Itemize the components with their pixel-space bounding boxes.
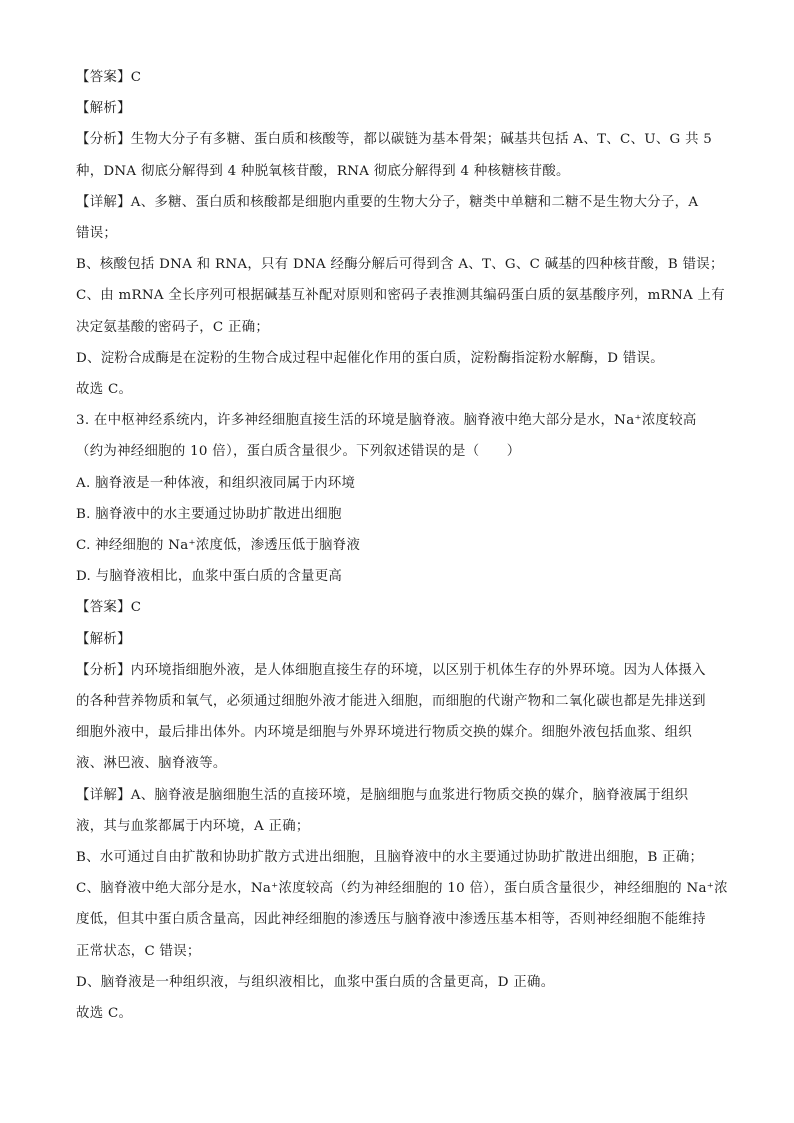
analysis-text: 液、淋巴液、脑脊液等。 — [76, 756, 227, 772]
detail-text: B、水可通过自由扩散和协助扩散方式进出细胞，且脑脊液中的水主要通过协助扩散进出细胞，B 正确； — [76, 850, 704, 866]
analysis-text: 【分析】生物大分子有多糖、蛋白质和核酸等，都以碳链为基本骨架；碱基共包括 A、T、C、U、G 共 5 — [76, 132, 713, 148]
detail-text: 【详解】A、多糖、蛋白质和核酸都是细胞内重要的生物大分子，糖类中单糖和二糖不是生物大分子，A — [76, 194, 699, 210]
detail-text: 度低，但其中蛋白质含量高，因此神经细胞的渗透压与脑脊液中渗透压基本相等，否则神经细胞不能维持 — [76, 912, 706, 928]
option-b: B. 脑脊液中的水主要通过协助扩散进出细胞 — [76, 506, 342, 522]
detail-text: C、脑脊液中绝大部分是水，Na⁺浓度较高（约为神经细胞的 10 倍），蛋白质含量很少，神经细胞的 Na⁺浓 — [76, 881, 728, 897]
analysis-text: 细胞外液中，最后排出体外。内环境是细胞与外界环境进行物质交换的媒介。细胞外液包括血浆、组织 — [76, 725, 693, 741]
question-stem: （约为神经细胞的 10 倍），蛋白质含量很少。下列叙述错误的是（ ） — [76, 444, 521, 460]
option-d: D. 与脑脊液相比，血浆中蛋白质的含量更高 — [76, 569, 343, 585]
detail-text: 【详解】A、脑脊液是脑细胞生活的直接环境，是脑细胞与血浆进行物质交换的媒介，脑脊液属于组织 — [76, 787, 689, 803]
detail-text: 液，其与血浆都属于内环境，A 正确； — [76, 818, 310, 834]
detail-text: D、淀粉合成酶是在淀粉的生物合成过程中起催化作用的蛋白质，淀粉酶指淀粉水解酶，D 错误。 — [76, 350, 664, 366]
option-a: A. 脑脊液是一种体液，和组织液同属于内环境 — [76, 475, 356, 491]
detail-text: D、脑脊液是一种组织液，与组织液相比，血浆中蛋白质的含量更高，D 正确。 — [76, 974, 555, 990]
detail-text: 决定氨基酸的密码子，C 正确； — [76, 319, 270, 335]
analysis-heading: 【解析】 — [76, 631, 131, 647]
conclusion-text: 故选 C。 — [76, 1006, 133, 1022]
detail-text: C、由 mRNA 全长序列可根据碱基互补配对原则和密码子表推测其编码蛋白质的氨基酸序列，mRNA 上有 — [76, 288, 725, 304]
detail-text: 正常状态，C 错误； — [76, 943, 201, 959]
analysis-text: 的各种营养物质和氧气，必须通过细胞外液才能进入细胞，而细胞的代谢产物和二氧化碳也都是先排送到 — [76, 694, 706, 710]
analysis-text: 【分析】内环境指细胞外液，是人体细胞直接生存的环境，以区别于机体生存的外界环境。因为人体摄入 — [76, 662, 706, 678]
conclusion-text: 故选 C。 — [76, 382, 133, 398]
detail-text: 错误； — [76, 226, 118, 242]
option-c: C. 神经细胞的 Na⁺浓度低，渗透压低于脑脊液 — [76, 538, 361, 554]
detail-text: B、核酸包括 DNA 和 RNA，只有 DNA 经酶分解后可得到含 A、T、G、C 碱基的四种核苷酸，B 错误； — [76, 257, 724, 273]
answer-label: 【答案】C — [76, 70, 142, 85]
analysis-heading: 【解析】 — [76, 101, 131, 117]
question-stem: 3. 在中枢神经系统内，许多神经细胞直接生活的环境是脑脊液。脑脊液中绝大部分是水，Na⁺浓度较高 — [76, 413, 697, 429]
analysis-text: 种，DNA 彻底分解得到 4 种脱氧核苷酸，RNA 彻底分解得到 4 种核糖核苷酸。 — [76, 163, 570, 179]
answer-label: 【答案】C — [76, 600, 142, 616]
